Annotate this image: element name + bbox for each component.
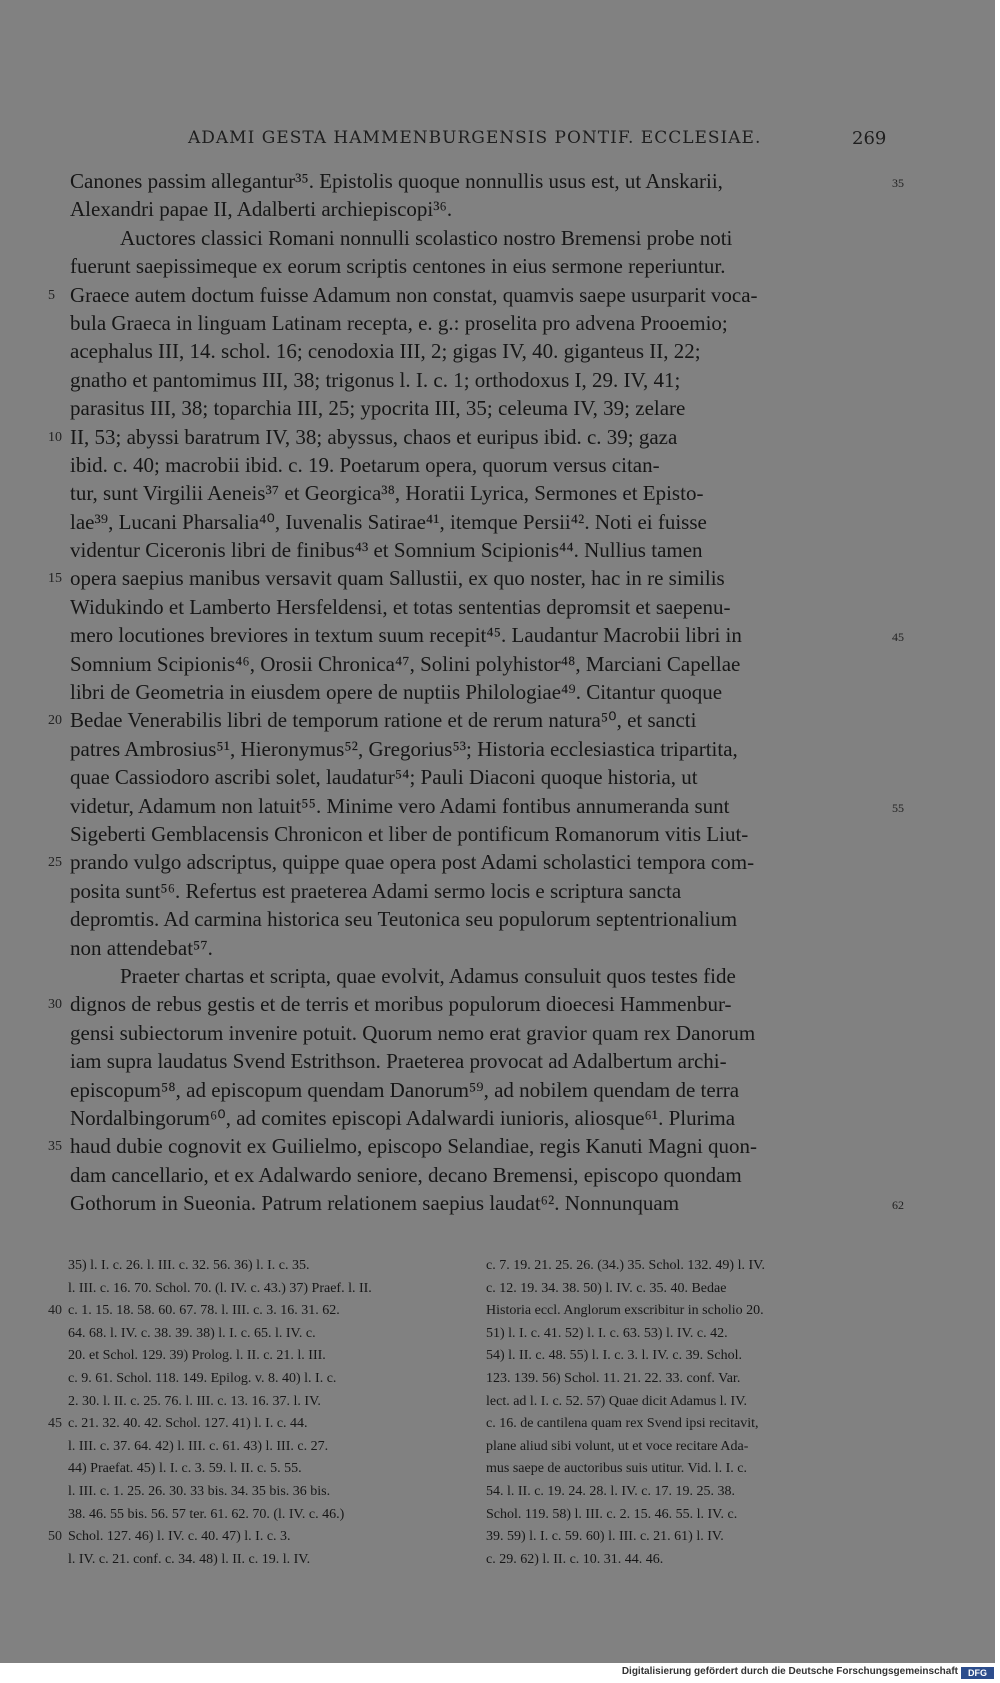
footnote-left-column: Schol. 127. 46) l. IV. c. 40. 47) l. I. c. 3.	[68, 1529, 291, 1545]
footnote-line-number: 45	[48, 1416, 62, 1432]
text-line	[48, 990, 890, 1018]
line-text: acephalus III, 14. schol. 16; cenodoxia III, 2; gigas IV, 40. giganteus II, 22;	[70, 339, 701, 364]
text-line	[70, 1019, 890, 1047]
footnote-row	[68, 1436, 890, 1459]
text-line	[70, 1047, 890, 1075]
line-text: patres Ambrosius⁵¹, Hieronymus⁵², Gregorius⁵³; Historia ecclesiastica tripartita,	[70, 736, 738, 761]
text-line	[70, 763, 890, 791]
line-text: parasitus III, 38; toparchia III, 25; ypocrita III, 35; celeuma IV, 39; zelare	[70, 396, 686, 421]
text-line	[48, 848, 890, 876]
footnote-left-column: c. 9. 61. Schol. 118. 149. Epilog. v. 8. 40) l. I. c.	[68, 1370, 337, 1386]
text-line	[70, 877, 890, 905]
footnote-left-column: 44) Praefat. 45) l. I. c. 3. 59. l. II. c. 5. 55.	[68, 1461, 302, 1477]
footnote-row	[68, 1368, 890, 1391]
footnote-row	[68, 1255, 890, 1278]
line-number-right: 45	[892, 630, 904, 645]
footnote-row	[48, 1300, 890, 1323]
line-number-left: 20	[48, 713, 62, 729]
text-line	[70, 962, 890, 990]
body-text	[48, 167, 904, 1217]
footnote-right-column: plane aliud sibi volunt, ut et voce recitare Ada-	[486, 1438, 749, 1454]
line-text: opera saepius manibus versavit quam Sallustii, ex quo noster, hac in re similis	[70, 566, 725, 591]
line-number-right: 55	[892, 800, 904, 815]
footnote-left-column: c. 1. 15. 18. 58. 60. 67. 78. l. III. c. 3. 16. 31. 62.	[68, 1303, 340, 1319]
footnote-left-column: 20. et Schol. 129. 39) Prolog. l. II. c. 21. l. III.	[68, 1348, 326, 1364]
text-line	[70, 1104, 890, 1132]
footnote-right-column: Historia eccl. Anglorum exscribitur in scholio 20.	[486, 1303, 764, 1319]
line-text: videntur Ciceronis libri de finibus⁴³ et Somnium Scipionis⁴⁴. Nullius tamen	[70, 538, 703, 563]
footnote-right-column: lect. ad l. I. c. 52. 57) Quae dicit Adamus l. IV.	[486, 1393, 748, 1409]
text-line	[70, 366, 890, 394]
text-line	[70, 650, 890, 678]
footnote-left-column: l. III. c. 16. 70. Schol. 70. (l. IV. c. 43.) 37) Praef. l. II.	[68, 1280, 372, 1296]
line-text: mero locutiones breviores in textum suum recepit⁴⁵. Laudantur Macrobii libri in	[70, 623, 742, 648]
line-number-left: 35	[48, 1139, 62, 1155]
line-text: depromtis. Ad carmina historica seu Teutonica seu populorum septentrionalium	[70, 907, 738, 932]
text-line	[70, 678, 890, 706]
footnote-row	[48, 1526, 890, 1549]
text-line	[70, 735, 890, 763]
footnote-line-number: 50	[48, 1529, 62, 1545]
line-text: dam cancellario, et ex Adalwardo seniore, decano Bremensi, episcopo quondam	[70, 1162, 742, 1187]
page-number: 269	[852, 128, 887, 149]
text-line	[70, 224, 890, 252]
footnote-right-column: 51) l. I. c. 41. 52) l. I. c. 63. 53) l. IV. c. 42.	[486, 1325, 728, 1341]
line-text: Alexandri papae II, Adalberti archiepiscopi³⁶.	[70, 197, 453, 222]
text-line	[70, 479, 890, 507]
dfg-logo: DFG	[961, 1667, 994, 1679]
line-number-right: 62	[892, 1198, 904, 1213]
text-line	[70, 167, 904, 195]
footnote-row	[68, 1458, 890, 1481]
text-line	[70, 252, 890, 280]
text-line	[70, 934, 890, 962]
footnote-row	[68, 1504, 890, 1527]
text-line	[70, 621, 904, 649]
text-line	[70, 195, 890, 223]
text-line	[70, 1161, 890, 1189]
footnote-left-column: l. III. c. 37. 64. 42) l. III. c. 61. 43) l. III. c. 27.	[68, 1438, 329, 1454]
line-text: Canones passim allegantur³⁵. Epistolis quoque nonnullis usus est, ut Anskarii,	[70, 169, 723, 193]
text-line	[48, 1132, 890, 1160]
text-line	[48, 564, 890, 592]
footnote-right-column: 39. 59) l. I. c. 59. 60) l. III. c. 21. 61) l. IV.	[486, 1529, 724, 1545]
line-number-left: 15	[48, 571, 62, 587]
line-number-left: 25	[48, 855, 62, 871]
text-line	[70, 536, 890, 564]
footnote-left-column: c. 21. 32. 40. 42. Schol. 127. 41) l. I. c. 44.	[68, 1416, 308, 1432]
footnote-right-column: c. 12. 19. 34. 38. 50) l. IV. c. 35. 40. Bedae	[486, 1280, 727, 1296]
line-text: dignos de rebus gestis et de terris et moribus populorum dioecesi Hammenbur-	[70, 992, 732, 1017]
line-text: fuerunt saepissimeque ex eorum scriptis centones in eius sermone reperiuntur.	[70, 254, 726, 279]
text-line	[70, 792, 904, 820]
footnote-row	[68, 1345, 890, 1368]
line-text: prando vulgo adscriptus, quippe quae opera post Adami scholastici tempora com-	[70, 850, 755, 875]
text-line	[70, 820, 890, 848]
footnote-right-column: 54. l. II. c. 19. 24. 28. l. IV. c. 17. 19. 25. 38.	[486, 1483, 735, 1499]
footnote-row	[68, 1549, 890, 1572]
line-text: iam supra laudatus Svend Estrithson. Praeterea provocat ad Adalbertum archi-	[70, 1049, 727, 1074]
footnote-left-column: l. III. c. 1. 25. 26. 30. 33 bis. 34. 35 bis. 36 bis.	[68, 1483, 331, 1499]
line-text: lae³⁹, Lucani Pharsalia⁴⁰, Iuvenalis Satirae⁴¹, itemque Persii⁴². Noti ei fuisse	[70, 509, 707, 534]
text-line	[70, 394, 890, 422]
text-line	[70, 337, 890, 365]
footnote-row	[68, 1278, 890, 1301]
line-text: quae Cassiodoro ascribi solet, laudatur⁵⁴; Pauli Diaconi quoque historia, ut	[70, 765, 698, 790]
line-text: Sigeberti Gemblacensis Chronicon et liber de pontificum Romanorum vitis Liut-	[70, 821, 749, 846]
line-text: gnatho et pantomimus III, 38; trigonus l. I. c. 1; orthodoxus I, 29. IV, 41;	[70, 367, 681, 392]
line-text: Gothorum in Sueonia. Patrum relationem saepius laudat⁶². Nonnunquam	[70, 1191, 680, 1216]
line-number-right: 35	[892, 176, 904, 190]
text-line	[48, 423, 890, 451]
footnote-left-column: 35) l. I. c. 26. l. III. c. 32. 56. 36) l. I. c. 35.	[68, 1258, 310, 1273]
line-text: ibid. c. 40; macrobii ibid. c. 19. Poetarum opera, quorum versus citan-	[70, 452, 660, 477]
footnote-row	[68, 1323, 890, 1346]
footnote-left-column: l. IV. c. 21. conf. c. 34. 48) l. II. c. 19. l. IV.	[68, 1551, 311, 1567]
line-number-left: 30	[48, 997, 62, 1013]
text-line	[48, 706, 890, 734]
text-line	[70, 508, 890, 536]
line-text: Somnium Scipionis⁴⁶, Orosii Chronica⁴⁷, Solini polyhistor⁴⁸, Marciani Capellae	[70, 651, 741, 676]
footnote-right-column: c. 29. 62) l. II. c. 10. 31. 44. 46.	[486, 1551, 664, 1567]
line-number-left: 5	[48, 287, 55, 303]
line-text: posita sunt⁵⁶. Refertus est praeterea Adami sermo locis e scriptura sancta	[70, 878, 682, 903]
footnote-right-column: c. 16. de cantilena quam rex Svend ipsi recitavit,	[486, 1416, 759, 1432]
text-line	[70, 451, 890, 479]
line-text: non attendebat⁵⁷.	[70, 935, 213, 960]
line-number-left: 10	[48, 429, 62, 445]
line-text: Auctores classici Romani nonnulli scolastico nostro Bremensi probe noti	[120, 225, 733, 250]
footnote-row	[68, 1391, 890, 1414]
footnote-left-column: 38. 46. 55 bis. 56. 57 ter. 61. 62. 70. (l. IV. c. 46.)	[68, 1506, 345, 1522]
line-text: episcopum⁵⁸, ad episcopum quendam Danorum⁵⁹, ad nobilem quendam de terra	[70, 1077, 740, 1102]
footnotes	[48, 1255, 890, 1571]
footnote-right-column: mus saepe de auctoribus suis utitur. Vid. l. I. c.	[486, 1461, 747, 1477]
text-line	[70, 309, 890, 337]
line-text: Praeter chartas et scripta, quae evolvit, Adamus consuluit quos testes fide	[120, 963, 736, 988]
footnote-right-column: 123. 139. 56) Schol. 11. 21. 22. 33. conf. Var.	[486, 1370, 741, 1386]
footnote-right-column: c. 7. 19. 21. 25. 26. (34.) 35. Schol. 132. 49) l. IV.	[486, 1258, 765, 1273]
line-text: tur, sunt Virgilii Aeneis³⁷ et Georgica³⁸, Horatii Lyrica, Sermones et Episto-	[70, 481, 704, 506]
text-line	[48, 281, 890, 309]
line-text: libri de Geometria in eiusdem opere de nuptiis Philologiae⁴⁹. Citantur quoque	[70, 680, 723, 705]
text-line	[70, 1076, 890, 1104]
line-text: haud dubie cognovit ex Guilielmo, episcopo Selandiae, regis Kanuti Magni quon-	[70, 1134, 758, 1159]
line-text: Graece autem doctum fuisse Adamum non constat, quamvis saepe usurparit voca-	[70, 282, 758, 307]
running-header	[0, 128, 995, 158]
footnote-right-column: 54) l. II. c. 48. 55) l. I. c. 3. l. IV. c. 39. Schol.	[486, 1348, 742, 1364]
text-line	[70, 1189, 904, 1217]
footnote-row	[68, 1481, 890, 1504]
funding-note: Digitalisierung gefördert durch die Deutsche Forschungsgemeinschaft	[621, 1666, 958, 1677]
text-line	[70, 593, 890, 621]
line-text: Bedae Venerabilis libri de temporum ratione et de rerum natura⁵⁰, et sancti	[70, 708, 697, 733]
line-text: bula Graeca in linguam Latinam recepta, e. g.: proselita pro advena Prooemio;	[70, 310, 728, 335]
footnote-line-number: 40	[48, 1303, 62, 1319]
footnote-left-column: 64. 68. l. IV. c. 38. 39. 38) l. I. c. 65. l. IV. c.	[68, 1325, 316, 1341]
line-text: videtur, Adamum non latuit⁵⁵. Minime vero Adami fontibus annumeranda sunt	[70, 793, 730, 818]
footnote-row	[48, 1413, 890, 1436]
text-line	[70, 905, 890, 933]
line-text: Nordalbingorum⁶⁰, ad comites episcopi Adalwardi iunioris, aliosque⁶¹. Plurima	[70, 1105, 736, 1130]
line-text: gensi subiectorum invenire potuit. Quorum nemo erat gravior quam rex Danorum	[70, 1020, 756, 1045]
footnote-left-column: 2. 30. l. II. c. 25. 76. l. III. c. 13. 16. 37. l. IV.	[68, 1393, 321, 1409]
line-text: II, 53; abyssi baratrum IV, 38; abyssus, chaos et euripus ibid. c. 39; gaza	[70, 424, 678, 449]
line-text: Widukindo et Lamberto Hersfeldensi, et totas sententias depromsit et saepenu-	[70, 594, 731, 619]
running-title: ADAMI GESTA HAMMENBURGENSIS PONTIF. ECCLESIAE.	[188, 128, 762, 148]
footnote-right-column: Schol. 119. 58) l. III. c. 2. 15. 46. 55. l. IV. c.	[486, 1506, 738, 1522]
footer-bar	[0, 1663, 1000, 1683]
